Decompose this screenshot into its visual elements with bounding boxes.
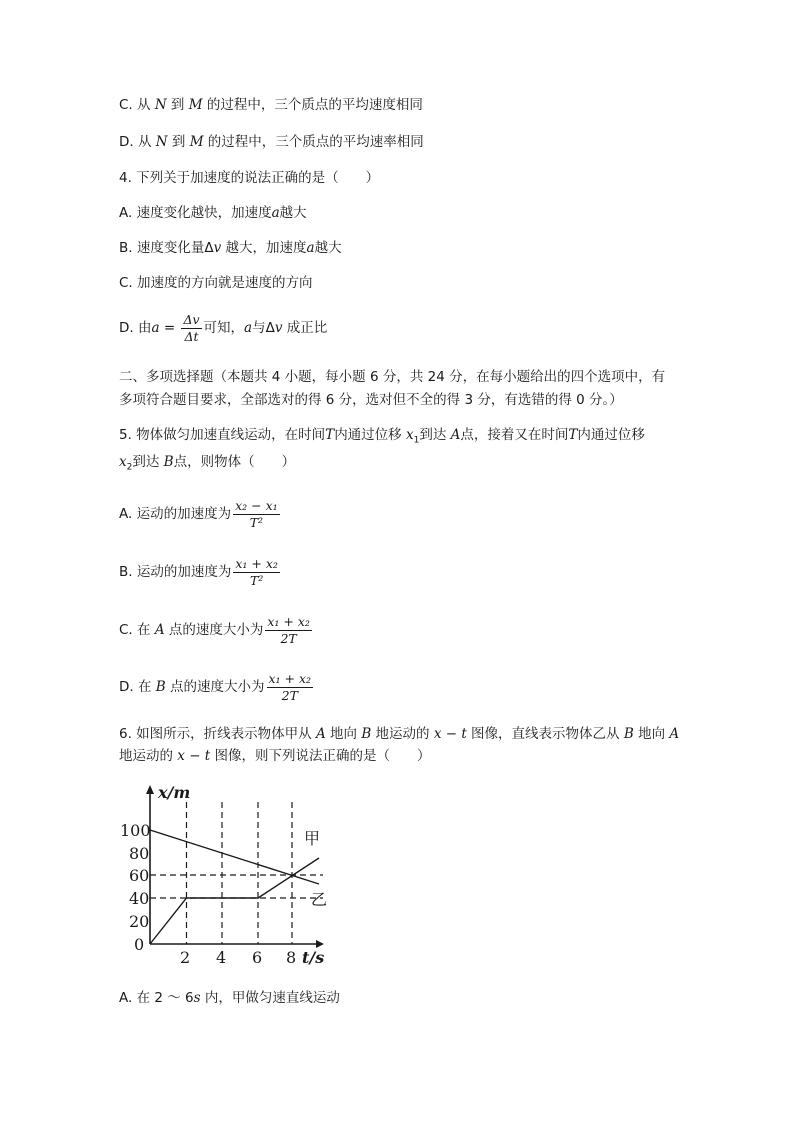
var: M	[189, 134, 204, 150]
numerator: x₂ − x₁	[235, 497, 278, 513]
line-yi	[150, 830, 319, 884]
q4-option-a	[119, 204, 307, 222]
var: a	[271, 205, 280, 221]
fraction	[233, 498, 280, 531]
var: x	[405, 427, 414, 443]
option-text: C. 在	[119, 622, 155, 638]
option-text: D. 从	[119, 134, 156, 150]
option-text: 内，甲做匀速直线运动	[200, 990, 340, 1006]
var: A	[450, 427, 461, 443]
fraction	[181, 312, 201, 345]
line-jia	[150, 858, 319, 944]
x-tick-label: 2	[180, 948, 191, 967]
option-text: 的过程中，三个质点的平均速度相同	[202, 97, 423, 113]
fraction	[267, 671, 314, 704]
y-tick-label: 40	[129, 889, 150, 908]
option-text: B. 运动的加速度为	[119, 564, 232, 580]
option-text: 可知，	[203, 320, 245, 336]
q6-option-a	[119, 989, 340, 1007]
y-axis-label: x/m	[158, 783, 191, 802]
numerator: x₁ + x₂	[268, 670, 312, 686]
var: x − t	[433, 726, 467, 742]
section-2-heading-line1: 二、多项选择题（本题共 4 小题，每小题 6 分，共 24 分，在每小题给出的四个选项中，有	[119, 369, 666, 385]
q5-stem-line1	[119, 426, 645, 450]
var: a	[244, 320, 253, 336]
denominator: Δt	[181, 328, 201, 345]
y-tick-label: 80	[129, 844, 150, 863]
var: A	[315, 726, 326, 742]
q5-option-c	[119, 612, 314, 648]
var: A	[669, 726, 680, 742]
option-text: A. 速度变化越快，加速度	[119, 205, 272, 221]
var: x − t	[177, 748, 211, 764]
q5-option-d	[119, 669, 315, 705]
fraction	[233, 556, 280, 589]
stem-text: 地向	[325, 726, 362, 742]
x-tick-label: 8	[286, 948, 297, 967]
q4-option-b	[119, 239, 342, 257]
option-text: 与Δ	[252, 320, 275, 336]
y-tick-label: 100	[120, 821, 151, 840]
denominator: 2T	[265, 630, 312, 647]
var: B	[155, 679, 166, 695]
label-yi: 乙	[311, 890, 328, 909]
section-2-heading-line2: 多项符合题目要求，全部选对的得 6 分，选对但不全的得 3 分，有选错的得 0 分。）	[119, 392, 623, 408]
y-tick-label: 20	[129, 912, 150, 931]
var: v	[213, 240, 222, 256]
option-text: 到	[167, 134, 190, 150]
x-axis-label: t/s	[302, 948, 325, 967]
y-axis-arrow	[146, 785, 154, 794]
option-text: B. 速度变化量Δ	[119, 240, 214, 256]
option-text: 越大，加速度	[221, 240, 307, 256]
subscript: 2	[126, 462, 133, 473]
stem-text: 图像，直线表示物体乙从	[466, 726, 624, 742]
numerator: x₁ + x₂	[267, 613, 310, 629]
option-text: A. 运动的加速度为	[119, 506, 232, 522]
q6-stem-line1	[119, 725, 679, 743]
option-text: C. 从	[119, 97, 155, 113]
x-t-graph	[118, 780, 338, 970]
x-tick-label: 6	[252, 948, 263, 967]
numerator: x₁ + x₂	[235, 555, 278, 571]
option-text: 点的速度大小为	[165, 679, 265, 695]
x-tick-label: 4	[216, 948, 227, 967]
option-text: 到	[166, 97, 189, 113]
option-text: 的过程中，三个质点的平均速率相同	[203, 134, 424, 150]
stem-text: 地运动的	[371, 726, 434, 742]
var: a	[306, 240, 315, 256]
option-text: D. 在	[119, 679, 156, 695]
stem-text: 图像，则下列说法正确的是（ ）	[210, 748, 431, 764]
stem-text: 6. 如图所示，折线表示物体甲从	[119, 726, 316, 742]
var: N	[154, 97, 167, 113]
q4-stem: 4. 下列关于加速度的说法正确的是（ ）	[119, 170, 380, 186]
var: M	[188, 97, 203, 113]
stem-text: 到达	[419, 427, 451, 443]
q3-option-c	[119, 96, 423, 114]
y-tick-label: 60	[129, 866, 150, 885]
q5-option-b	[119, 554, 282, 590]
option-text: 点的速度大小为	[164, 622, 264, 638]
stem-text: 地向	[633, 726, 670, 742]
option-text: D. 由	[119, 320, 152, 336]
var: B	[163, 454, 174, 470]
q5-stem-line2	[119, 453, 295, 477]
q3-option-d	[119, 133, 424, 151]
stem-text: 5. 物体做匀加速直线运动，在时间	[119, 427, 326, 443]
denominator: T²	[233, 514, 280, 531]
stem-text: 点，则物体（ ）	[173, 454, 296, 470]
q4-option-c: C. 加速度的方向就是速度的方向	[119, 275, 313, 291]
denominator: T²	[233, 572, 280, 589]
stem-text: 内通过位移	[334, 427, 406, 443]
stem-text: 地运动的	[119, 748, 178, 764]
option-text: A. 在 2 ～ 6	[119, 990, 194, 1006]
var: T	[325, 427, 335, 443]
y-tick-label: 0	[134, 935, 145, 954]
var: x	[119, 454, 127, 470]
stem-text: 到达	[132, 454, 164, 470]
var: B	[361, 726, 372, 742]
stem-text: 点，接着又在时间	[460, 427, 569, 443]
var: N	[155, 134, 168, 150]
q5-option-a	[119, 496, 282, 532]
q6-stem-line2	[119, 747, 431, 765]
x-axis-arrow	[316, 940, 324, 948]
denominator: 2T	[267, 687, 314, 704]
stem-text: 内通过位移	[577, 427, 645, 443]
option-text: 成正比	[282, 320, 328, 336]
fraction	[265, 614, 312, 647]
equals: =	[159, 320, 180, 336]
numerator: Δv	[183, 311, 200, 327]
var: a	[151, 320, 160, 336]
unit: s	[193, 990, 201, 1006]
var: v	[274, 320, 283, 336]
var: B	[623, 726, 634, 742]
option-text: 越大	[279, 205, 307, 221]
var: T	[568, 427, 578, 443]
label-jia: 甲	[304, 829, 321, 848]
option-text: 越大	[314, 240, 342, 256]
subscript: 1	[413, 435, 420, 446]
var: A	[154, 622, 165, 638]
q4-option-d	[119, 311, 327, 345]
